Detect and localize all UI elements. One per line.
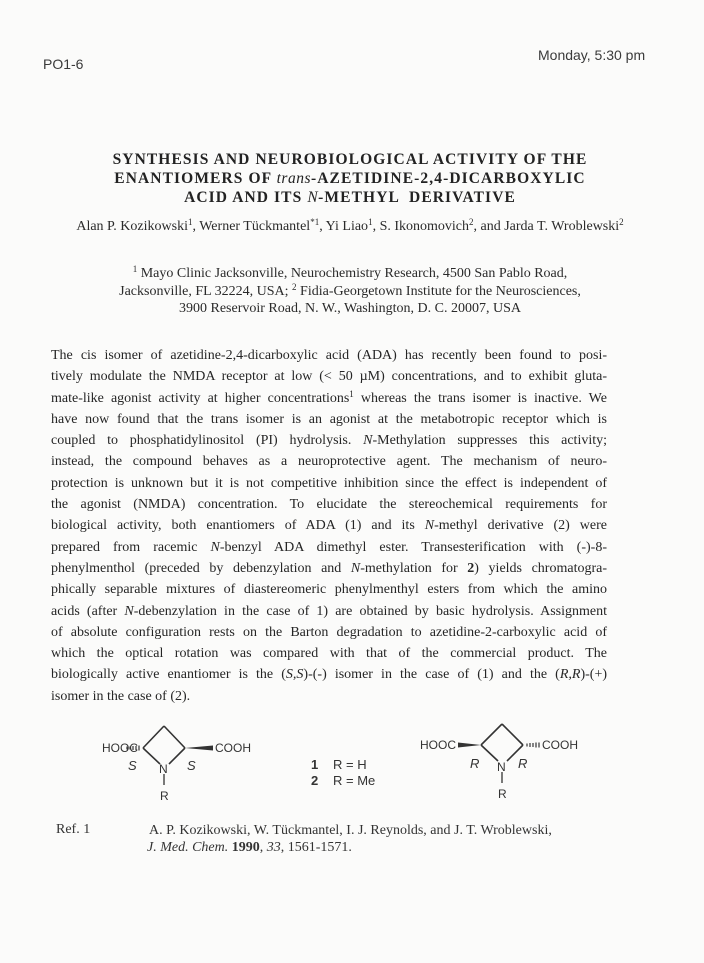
reference-citation xyxy=(135,822,635,856)
abstract-line xyxy=(51,558,607,579)
author-affil-sup: 1 xyxy=(368,217,373,227)
ring-bond xyxy=(169,748,185,764)
title-line-2 xyxy=(40,169,660,188)
title-italic: N xyxy=(307,189,319,206)
compound-legend xyxy=(311,757,375,789)
text: -methyl derivative (2) were xyxy=(434,518,607,534)
author: Alan P. Kozikowski xyxy=(76,219,188,234)
title-italic: trans xyxy=(276,170,311,187)
author: S. Ikonomovich xyxy=(379,219,470,234)
abstract-line: isomer in the case of (2). xyxy=(51,688,191,704)
text: coupled to phosphatidylinositol (PI) hydrolysis. xyxy=(51,433,364,449)
abstract-line xyxy=(51,537,607,558)
group-right: COOH xyxy=(542,738,578,752)
abstract-line: the agonist (NMDA) concentration. To elucidate the stereochemical requirements for xyxy=(51,497,607,513)
ring-bond xyxy=(143,726,164,748)
text: )-(+) xyxy=(580,667,608,683)
legend-row xyxy=(311,773,375,789)
ring-bond xyxy=(502,724,523,745)
poster-id: PO1-6 xyxy=(43,56,84,72)
author-list xyxy=(40,218,660,236)
affil-text: Mayo Clinic Jacksonville, Neurochemistry Research, 4500 San Pablo Road, xyxy=(137,266,568,281)
citation-sup: 1 xyxy=(349,388,354,399)
abstract-line: instead, the compound behaves as a neuroprotective agent. The mechanism of neuro- xyxy=(51,454,607,470)
reference-source: J. Med. Chem. 1990, 33, 1561-1571. xyxy=(147,840,352,855)
affil-text: Fidia-Georgetown Institute for the Neurosciences, xyxy=(296,283,581,299)
text-italic: N xyxy=(350,560,361,576)
abstract-line: tively modulate the NMDA receptor at low (< 50 µM) concentrations, and to exhibit gluta- xyxy=(51,369,607,385)
ring-bond xyxy=(143,748,160,764)
title-text: ACID AND ITS xyxy=(184,189,308,206)
title-line-1: SYNTHESIS AND NEUROBIOLOGICAL ACTIVITY OF THE xyxy=(112,151,588,168)
author-line-1 xyxy=(40,218,660,236)
abstract-line xyxy=(51,388,607,409)
reference-label: Ref. 1 xyxy=(56,822,91,837)
author-affil-sup: 2 xyxy=(469,217,474,227)
title-text: ENANTIOMERS OF xyxy=(114,170,277,187)
abstract-line xyxy=(51,515,607,536)
stereo-label-right: S xyxy=(187,758,196,773)
structure-rr-drawing xyxy=(418,718,618,818)
ring-nitrogen: N xyxy=(497,760,506,774)
author-sep: , xyxy=(319,219,326,234)
group-left: HOOC xyxy=(102,741,138,755)
author: Jarda T. Wroblewski xyxy=(504,219,620,234)
ring-bond xyxy=(164,726,185,748)
journal-pages: , 1561-1571. xyxy=(280,840,352,855)
author-affil-sup: *1 xyxy=(310,217,320,227)
stereo-label-left: S xyxy=(128,758,137,773)
paper-title xyxy=(40,150,660,207)
text: prepared from racemic xyxy=(51,539,211,555)
abstract-line: The cis isomer of azetidine-2,4-dicarboxylic acid (ADA) has recently been found to posi- xyxy=(51,348,607,363)
text: biologically active enantiomer is the ( xyxy=(51,667,286,683)
text: phenylmenthol (preceded by debenzylation and xyxy=(51,560,351,576)
substituent-r: R xyxy=(160,789,169,803)
group-left: HOOC xyxy=(420,738,456,752)
affil-line-2 xyxy=(40,283,660,301)
text-bold: 2 xyxy=(467,560,475,576)
stereo-label-left: R xyxy=(470,756,480,771)
abstract-line: have now found that the trans isomer is an agonist at the metabotropic receptor which is xyxy=(51,411,607,427)
author-sep: , xyxy=(192,219,200,234)
abstract-line xyxy=(51,664,607,685)
text: -benzyl ADA dimethyl ester. Transesterification with (-)-8- xyxy=(219,539,607,555)
abstract-line: which the optical rotation was compared with that of the commercial product. The xyxy=(51,646,607,662)
text: acids (after xyxy=(51,603,125,619)
stereo-label-right: R xyxy=(518,756,528,771)
text: -debenzylation in the case of 1) are obtained by basic hydrolysis. Assignment xyxy=(133,603,607,619)
title-line-3 xyxy=(40,188,660,207)
journal-year: 1990 xyxy=(231,840,260,855)
reference-authors: A. P. Kozikowski, W. Tückmantel, I. J. Reynolds, and J. T. Wroblewski, xyxy=(149,823,552,838)
structure-rr xyxy=(418,718,618,823)
text-italic: S,S xyxy=(285,667,304,683)
text-italic: N xyxy=(210,539,220,555)
author-sep: , xyxy=(372,219,380,234)
affil-text: Jacksonville, FL 32224, USA; xyxy=(119,283,293,299)
text: whereas the trans isomer is inactive. We xyxy=(353,390,607,406)
structure-ss xyxy=(100,718,300,823)
ring-bond xyxy=(481,745,498,761)
compound-definition: R = H xyxy=(333,757,367,772)
affil-sup: 1 xyxy=(132,264,138,274)
hashed-bond xyxy=(527,743,539,748)
author: Werner Tückmantel xyxy=(199,219,311,234)
title-text: -METHYL DERIVATIVE xyxy=(318,189,516,206)
text: ) yields chromatogra- xyxy=(474,560,607,576)
text-italic: N xyxy=(124,603,134,619)
abstract-line xyxy=(51,601,607,622)
author-affil-sup: 2 xyxy=(619,217,624,227)
wedge-bond xyxy=(458,743,481,748)
compound-number: 1 xyxy=(311,757,319,772)
journal-volume: 33 xyxy=(266,840,281,855)
ring-bond xyxy=(481,724,502,745)
session-time: Monday, 5:30 pm xyxy=(538,47,646,63)
group-right: COOH xyxy=(215,741,251,755)
affiliations xyxy=(40,265,660,318)
substituent-r: R xyxy=(498,787,507,801)
text: biological activity, both enantiomers of ADA (1) and its xyxy=(51,518,425,534)
text-italic: N xyxy=(363,433,373,449)
compound-definition: R = Me xyxy=(333,773,376,788)
affil-sup: 2 xyxy=(292,281,297,292)
abstract-line: of absolute configuration rests on the Barton degradation to azetidine-2-carboxylic acid of xyxy=(51,624,607,640)
text: -methylation for xyxy=(360,560,468,576)
ring-nitrogen: N xyxy=(159,762,168,776)
journal-name: J. Med. Chem. xyxy=(147,840,229,855)
text-italic: N xyxy=(424,518,435,534)
abstract-line: protection is unknown but it is not competitive inhibition since the effect is independent of xyxy=(51,475,607,491)
author-affil-sup: 1 xyxy=(187,217,193,227)
abstract-body xyxy=(51,345,607,707)
text-italic: R,R xyxy=(559,667,581,683)
abstract-line: phically separable mixtures of diastereomeric phenylmenthyl esters from which the amino xyxy=(51,582,607,598)
author-sep: , and xyxy=(473,219,505,234)
wedge-bond xyxy=(185,746,213,751)
author: Yi Liao xyxy=(325,219,369,234)
text: -Methylation suppresses this activity; xyxy=(372,433,608,449)
text: )-(-) isomer in the case of (1) and the ( xyxy=(303,667,560,683)
structure-ss-drawing xyxy=(100,718,300,818)
affil-line-3: 3900 Reservoir Road, N. W., Washington, D. C. 20007, USA xyxy=(178,301,521,316)
text: mate-like agonist activity at higher concentrations xyxy=(51,390,350,406)
legend-row xyxy=(311,757,375,773)
compound-number: 2 xyxy=(311,773,319,788)
affil-line-1 xyxy=(40,265,660,283)
title-text: -AZETIDINE-2,4-DICARBOXYLIC xyxy=(310,170,586,187)
abstract-line xyxy=(51,430,607,451)
